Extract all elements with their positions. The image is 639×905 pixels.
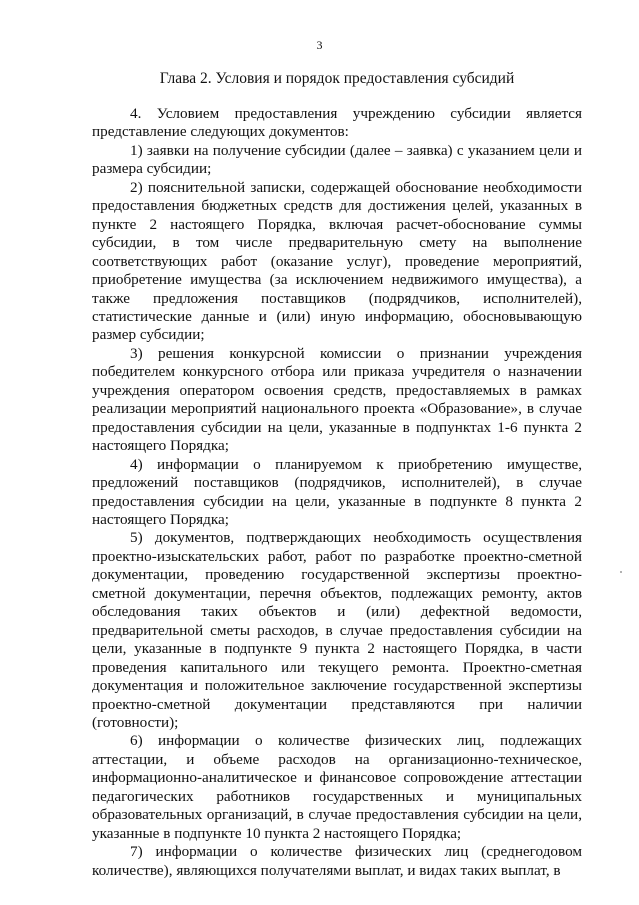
paragraph-subitem-2: 2) пояснительной записки, содержащей обоснование необходимости предоставления бюджетных средств для достижения целей, указанных в пункте 2 настоящего Порядка, включая расчет-обоснование суммы субсидии, в том числе предварительную смету на выполнение соответствующих работ (оказание услуг), проведение мероприятий, приобретение имущества (за исключением недвижимого имущества), а также предложения поставщиков (подрядчиков, исполнителей), статистические данные и (или) иную информацию, обосновывающую размер субсидии; [92,178,582,344]
chapter-title: Глава 2. Условия и порядок предоставления субсидий [159,70,515,87]
scan-dot [620,571,622,573]
paragraph-subitem-1: 1) заявки на получение субсидии (далее – заявка) с указанием цели и размера субсидии; [92,141,582,178]
paragraph-subitem-5: 5) документов, подтверждающих необходимость осуществления проектно-изыскательских работ, работ по разработке проектно-сметной документации, проведению государственной экспертизы проектно-сметной документации, перечня объектов, подлежащих ремонту, актов обследования таких объектов и (или) дефектной ведомости, предварительной сметы расходов, в случае предоставления субсидии на цели, указанные в подпункте 9 пункта 2 настоящего Порядка, в части проведения капитального или текущего ремонта. Проектно-сметная документация и положительное заключение государственной экспертизы проектно-сметной документации представляются при наличии (готовности); [92,529,582,731]
paragraph-subitem-3: 3) решения конкурсной комиссии о признании учреждения победителем конкурсного отбора или приказа учредителя о назначении учреждения оператором освоения средств, предоставляемых в рамках реализации мероприятий национального проекта «Образование», в случае предоставления субсидии на цели, указанные в подпунктах 1-6 пункта 2 настоящего Порядка; [92,344,582,455]
paragraph-subitem-7: 7) информации о количестве физических лиц (среднегодовом количестве), являющихся получателями выплат, и видах таких выплат, в [92,843,582,879]
document-body [92,105,582,880]
page-number: 3 [316,38,323,52]
paragraph-subitem-6: 6) информации о количестве физических лиц, подлежащих аттестации, и объеме расходов на организационно-техническое, информационно-аналитическое и финансовое сопровождение аттестации педагогических работников государственных и муниципальных образовательных организаций, в случае предоставления субсидии на цели, указанные в подпункте 10 пункта 2 настоящего Порядка; [92,732,582,842]
paragraph-item-4: 4. Условием предоставления учреждению субсидии является представление следующих документов: [92,105,582,141]
paragraph-subitem-4: 4) информации о планируемом к приобретению имуществе, предложений поставщиков (подрядчиков, исполнителей), в случае предоставления субсидии на цели, указанные в подпункте 8 пункта 2 настоящего Порядка; [92,455,582,528]
